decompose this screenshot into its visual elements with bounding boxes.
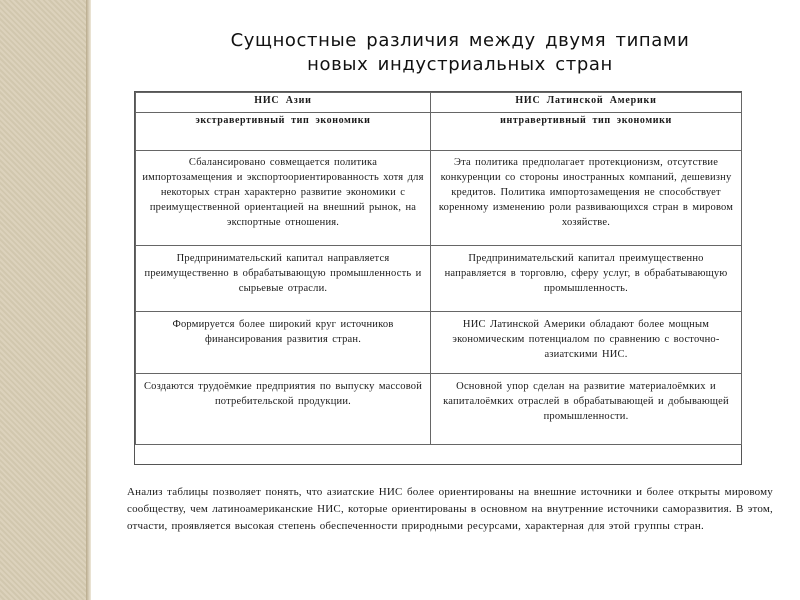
table-row (136, 374, 742, 445)
cell-text: Предпринимательский капитал направляется преимущественно в обрабатывающую промышленность и сырьевые отрасли. (144, 253, 422, 294)
cell-text: Предпринимательский капитал преимущественно направляется в торговлю, сферу услуг, в обрабатывающую промышленность. (444, 253, 728, 294)
table-row (136, 246, 742, 312)
decorative-band-edge (86, 0, 91, 600)
cell-text: Основной упор сделан на развитие материалоёмких и капиталоёмких отраслей в обрабатывающей и добывающей промышленности. (443, 381, 729, 422)
cell-latin-america (431, 374, 742, 445)
cell-asia (136, 312, 431, 374)
table-row (136, 151, 742, 246)
cell-text: Сбалансировано совмещается политика импортозамещения и экспортоориентированность хотя для некоторых стран характерно развитие экономики с преимущественной ориентацией на внешний рынок, на экспортные отношения. (142, 157, 424, 228)
analysis-paragraph: Анализ таблицы позволяет понять, что азиатские НИС более ориентированы на внешние источники и более открыты мировому сообществу, чем латиноамериканские НИС, которые ориентированы в основном на внутренние источники саморазвития. В этом, отчасти, проявляется высокая степень обеспеченности природными ресурсами, характерная для этой группы стран. (127, 486, 773, 532)
cell-latin-america (431, 246, 742, 312)
slide-title-line-2: новых индустриальных стран (307, 54, 613, 75)
header-latin-america: НИС Латинской Америки (431, 93, 742, 113)
slide-title-line-1: Сущностные различия между двумя типами (230, 30, 690, 51)
cell-asia (136, 151, 431, 246)
table-header-row (136, 93, 742, 113)
comparison-table-grid (135, 92, 742, 445)
header-asia: НИС Азии (136, 93, 431, 113)
table-row (136, 312, 742, 374)
cell-asia (136, 246, 431, 312)
slide-title (110, 29, 800, 77)
cell-text: НИС Латинской Америки обладают более мощным экономическим потенциалом по сравнению с восточно-азиатскими НИС. (452, 319, 720, 360)
economy-type-latin-america: интравертивный тип экономики (431, 113, 742, 151)
cell-text: Эта политика предполагает протекционизм, отсутствие конкуренции со стороны иностранных компаний, дешевизну кредитов. Политика импортозамещения не способствует коренному изменению роли развивающихся стран в мировом хозяйстве. (438, 157, 734, 228)
economy-type-row (136, 113, 742, 151)
cell-text: Формируется более широкий круг источников финансирования развития стран. (172, 319, 394, 345)
comparison-table (134, 91, 742, 465)
cell-asia (136, 374, 431, 445)
economy-type-asia: экстравертивный тип экономики (136, 113, 431, 151)
cell-text: Создаются трудоёмкие предприятия по выпуску массовой потребительской продукции. (143, 381, 423, 407)
cell-latin-america (431, 151, 742, 246)
decorative-left-band (0, 0, 86, 600)
cell-latin-america (431, 312, 742, 374)
